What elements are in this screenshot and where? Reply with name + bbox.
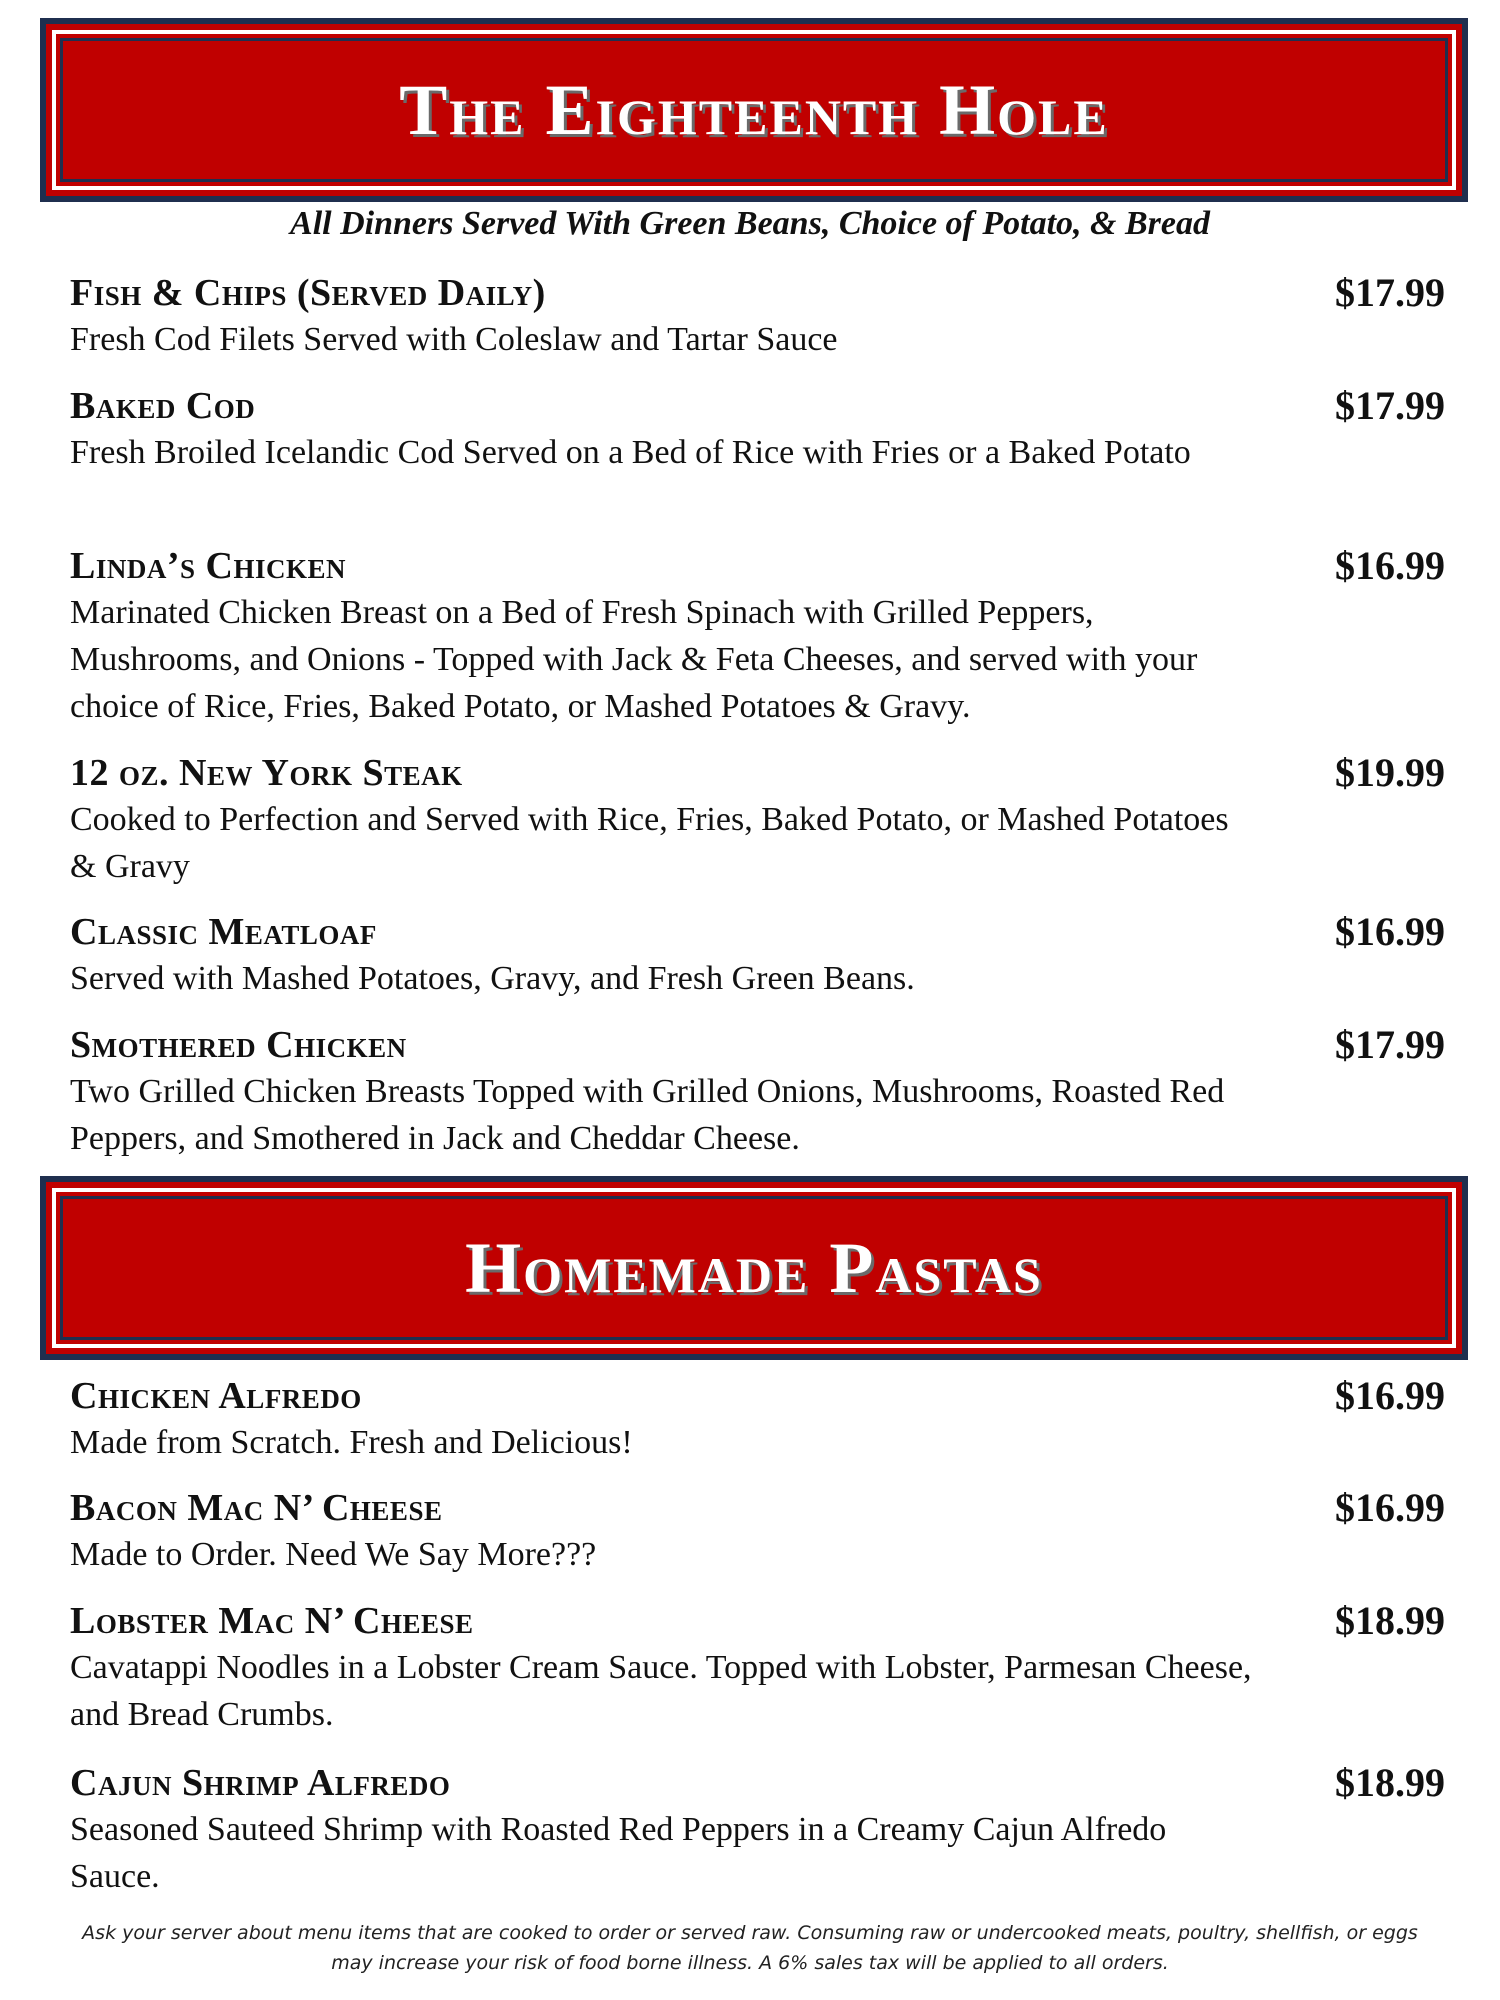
item-description: Cooked to Perfection and Served with Rice, Fries, Baked Potato, or Mashed Potatoes & Gravy xyxy=(70,801,1229,885)
item-name: Bacon Mac N’ Cheese xyxy=(70,1487,443,1529)
menu-item xyxy=(70,270,1445,363)
menu-item xyxy=(70,750,1445,890)
item-description: Fresh Cod Filets Served with Coleslaw and Tartar Sauce xyxy=(70,321,838,358)
item-price: $17.99 xyxy=(1335,1022,1445,1067)
item-price: $17.99 xyxy=(1335,270,1445,315)
item-name: Smothered Chicken xyxy=(70,1024,407,1066)
section-banner-homemade-pastas xyxy=(40,1176,1468,1360)
item-price: $18.99 xyxy=(1335,1598,1445,1643)
item-price: $19.99 xyxy=(1335,750,1445,795)
item-description: Made from Scratch. Fresh and Delicious! xyxy=(70,1424,633,1461)
section-title: The Eighteenth Hole xyxy=(399,69,1109,150)
item-price: $16.99 xyxy=(1335,1373,1445,1418)
item-description: Served with Mashed Potatoes, Gravy, and Fresh Green Beans. xyxy=(70,960,915,997)
section-title: Homemade Pastas xyxy=(465,1227,1043,1308)
item-description: Two Grilled Chicken Breasts Topped with Grilled Onions, Mushrooms, Roasted Red Peppers, and Smothered in Jack and Cheddar Cheese. xyxy=(70,1073,1225,1157)
item-price: $16.99 xyxy=(1335,543,1445,588)
item-name: Classic Meatloaf xyxy=(70,911,377,953)
menu-item xyxy=(70,1485,1445,1578)
menu-item xyxy=(70,1022,1445,1162)
item-name: Baked Cod xyxy=(70,385,256,427)
food-safety-disclaimer: Ask your server about menu items that are cooked to order or served raw. Consuming raw or undercooked meats, poultry, shellfish, or eggs may increase your risk of food borne illness. A 6% sales tax will be applied to all orders. xyxy=(82,1922,1418,1974)
item-name: Cajun Shrimp Alfredo xyxy=(70,1762,451,1804)
menu-item xyxy=(70,543,1445,730)
item-description: Fresh Broiled Icelandic Cod Served on a Bed of Rice with Fries or a Baked Potato xyxy=(70,434,1191,471)
item-name: Lobster Mac N’ Cheese xyxy=(70,1600,474,1642)
item-price: $16.99 xyxy=(1335,909,1445,954)
item-price: $18.99 xyxy=(1335,1760,1445,1805)
item-description: Cavatappi Noodles in a Lobster Cream Sauce. Topped with Lobster, Parmesan Cheese, and Bread Crumbs. xyxy=(70,1649,1252,1733)
item-price: $17.99 xyxy=(1335,383,1445,428)
item-price: $16.99 xyxy=(1335,1485,1445,1530)
menu-item xyxy=(70,909,1445,1002)
item-name: Fish & Chips (Served Daily) xyxy=(70,272,546,314)
menu-item xyxy=(70,383,1445,476)
item-name: Chicken Alfredo xyxy=(70,1375,362,1417)
dinner-subtitle: All Dinners Served With Green Beans, Choice of Potato, & Bread xyxy=(290,205,1210,242)
item-description: Marinated Chicken Breast on a Bed of Fresh Spinach with Grilled Peppers, Mushrooms, and Onions - Topped with Jack & Feta Cheeses, and served with your choice of Rice, Fries, Baked Potato, or Mashed Potatoes & Gravy. xyxy=(70,594,1198,725)
menu-item xyxy=(70,1373,1445,1466)
menu-item xyxy=(70,1598,1445,1738)
item-description: Made to Order. Need We Say More??? xyxy=(70,1536,597,1573)
section-banner-eighteenth-hole xyxy=(40,18,1468,202)
item-name: 12 oz. New York Steak xyxy=(70,752,463,794)
item-description: Seasoned Sauteed Shrimp with Roasted Red Peppers in a Creamy Cajun Alfredo Sauce. xyxy=(70,1811,1167,1895)
menu-item xyxy=(70,1760,1445,1900)
item-name: Linda’s Chicken xyxy=(70,545,346,587)
